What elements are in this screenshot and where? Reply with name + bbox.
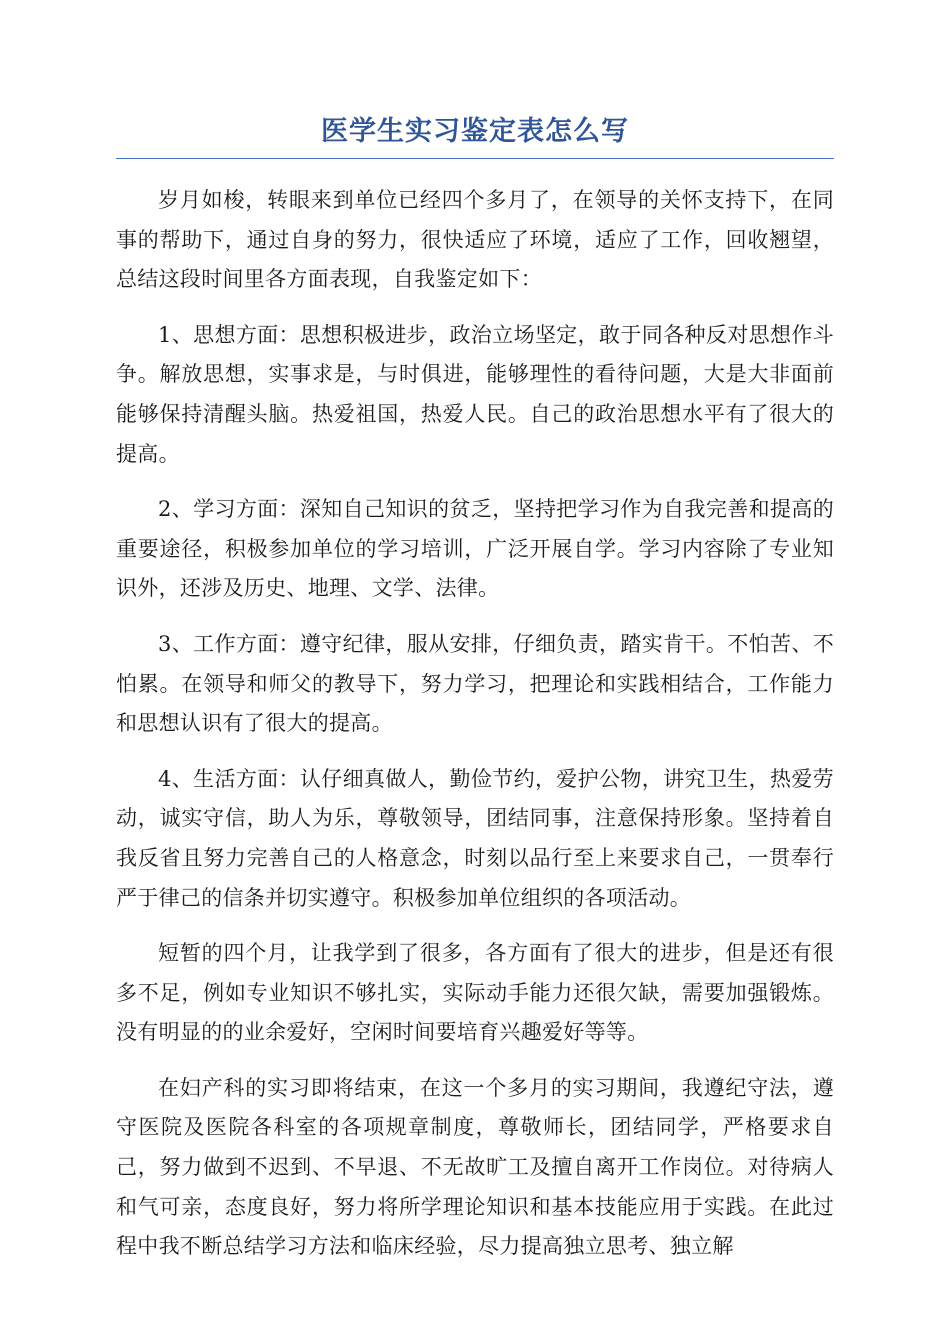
paragraph-thought: 1、思想方面：思想积极进步，政治立场坚定，敢于同各种反对思想作斗争。解放思想，实事求是，与时俱进，能够理性的看待问题，大是大非面前能够保持清醒头脑。热爱祖国，热爱人民。自己的政治思想水平有了很大的提高。 [116,322,834,466]
paragraph-summary: 短暂的四个月，让我学到了很多，各方面有了很大的进步，但是还有很多不足，例如专业知识不够扎实，实际动手能力还很欠缺，需要加强锻炼。没有明显的的业余爱好，空闲时间要培育兴趣爱好等等。 [116,941,834,1045]
document-body [116,181,834,1267]
document-title: 医学生实习鉴定表怎么写 [116,110,834,159]
paragraph-intro: 岁月如梭，转眼来到单位已经四个多月了，在领导的关怀支持下，在同事的帮助下，通过自身的努力，很快适应了环境，适应了工作，回收翘望，总结这段时间里各方面表现，自我鉴定如下： [116,188,834,292]
document-page [116,110,834,1283]
paragraph-life: 4、生活方面：认仔细真做人，勤俭节约，爱护公物，讲究卫生，热爱劳动，诚实守信，助人为乐，尊敬领导，团结同事，注意保持形象。坚持着自我反省且努力完善自己的人格意念，时刻以品行至上来要求自己，一贯奉行严于律己的信条并切实遵守。积极参加单位组织的各项活动。 [116,766,834,910]
paragraph-work: 3、工作方面：遵守纪律，服从安排，仔细负责，踏实肯干。不怕苦、不怕累。在领导和师父的教导下，努力学习，把理论和实践相结合，工作能力和思想认识有了很大的提高。 [116,631,834,736]
paragraph-obstetrics: 在妇产科的实习即将结束，在这一个多月的实习期间，我遵纪守法，遵守医院及医院各科室的各项规章制度，尊敬师长，团结同学，严格要求自己，努力做到不迟到、不早退、不无故旷工及擅自离开工作岗位。对待病人和气可亲，态度良好，努力将所学理论知识和基本技能应用于实践。在此过程中我不断总结学习方法和临床经验，尽力提高独立思考、独立解 [116,1075,834,1259]
paragraph-study: 2、学习方面：深知自己知识的贫乏，坚持把学习作为自我完善和提高的重要途径，积极参加单位的学习培训，广泛开展自学。学习内容除了专业知识外，还涉及历史、地理、文学、法律。 [116,497,834,601]
